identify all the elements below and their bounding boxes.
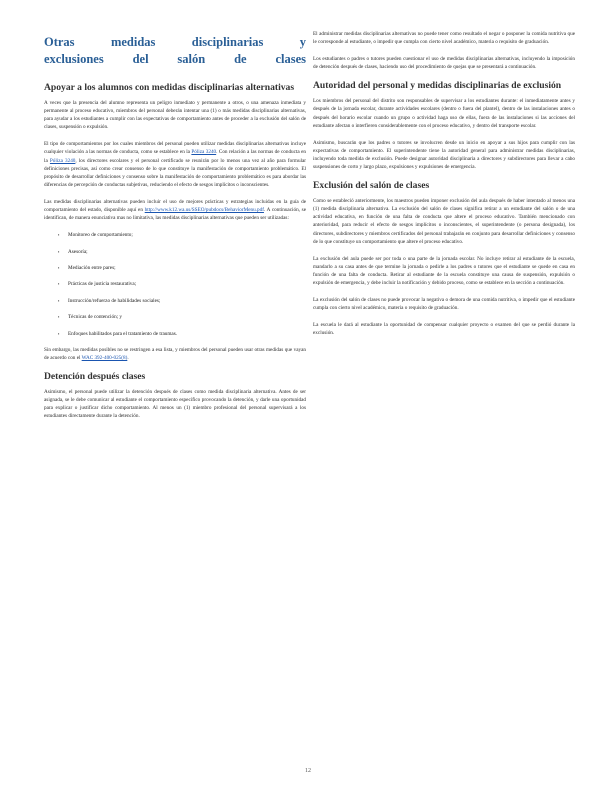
- left-column: [44, 30, 306, 430]
- paragraph: Los miembros del personal del distrito son responsables de supervisar a los estudiantes durante: el inmediatamente antes y después de la jornada escolar, durante actividades escolares (dentro o fuera del plantel), dentro de las instalaciones antes o después del horario escolar cuando un grupo o actividad haga uso de ellas, fuera de las instalaciones si las acciones del estudiante afectan o interfieren considerablemente con el proceso educativo, y dentro del transporte escolar.: [313, 98, 575, 129]
- paragraph: [44, 140, 306, 189]
- paragraph: Los estudiantes o padres o tutores pueden cuestionar el uso de medidas disciplinarias alternativas, incluyendo la imposición de detención después de clases, haciendo uso del procedimiento de quejas que se presentará a continuación.: [313, 56, 575, 71]
- paragraph: La exclusión del aula puede ser por toda o una parte de la jornada escolar. No incluye retirar al estudiante de la escuela, mandarlo a su casa antes de que termine la jornada o pedirle a los padres o tutores que el estudiante se quede en casa en función de una falta de conducta. Retirar al estudiante de la escuela constituye una causa de suspensión, expulsión o expulsión de emergencia, y debe incluir la notificación y debido proceso, como se establece en la sección a continuación.: [313, 255, 575, 286]
- section-heading-detention: Detención después clases: [44, 371, 146, 383]
- list-item: ▪ Instrucción/refuerzo de habilidades sociales;: [58, 297, 306, 305]
- list-item: ▪ Enfoques habilitados para el tratamiento de traumas.: [58, 330, 306, 338]
- page-number: 12: [305, 768, 311, 774]
- paragraph-text: . A continuación, se identifican, de manera enunciativa mas no limitativa, las medidas disciplinarias alternativas que pueden ser utilizadas:: [44, 207, 307, 222]
- paragraph: A veces que la presencia del alumno representa un peligro inmediato y permanente a otros, o una amenaza inmediata y permanente al proceso educativo, miembros del personal deberán intentar una (1) o más medidas disciplinarias alternativas, para ayudar a los estudiantes a cumplir con las expectativas de comportamiento antes de proceder a la exclusión del salón de clases, suspensión o expulsión.: [44, 100, 306, 131]
- alternatives-list: [44, 231, 306, 337]
- paragraph-text: Sin embargo, las medidas posibles no se restringen a esa lista, y miembros del personal pueden usar otras medidas que vayan de acuerdo con el: [44, 346, 306, 362]
- paragraph: El administrar medidas disciplinarias alternativas no puede tener como resultado el negar o posponer la comida nutritiva que le corresponde al estudiante, o impedir que cumpla con cierto nivel académico, materia o requisito de graduación.: [313, 31, 575, 46]
- list-item: ▪ Técnicas de contención; y: [58, 313, 306, 321]
- behavior-menu-link[interactable]: http://www.k12.wa.us/SSEO/pubdocs/BehaviorMenu.pdf: [144, 207, 264, 214]
- paragraph: La exclusión del salón de clases no puede provocar la negativa o demora de una comida nutritiva, o impedir que el estudiante cumpla con cierto nivel académico, materia o requisito de graduación.: [313, 297, 575, 312]
- paragraph: Asimismo, el personal puede utilizar la detención después de clases como medida disciplinaria alternativa. Antes de ser asignada, se le debe comunicar al estudiante el comportamiento específico provocando la detención, y darle una oportunidad para explicar o justificar dicho comportamiento. Al menos un (1) miembro profesional del personal supervisará a los estudiantes directamente durante la detención.: [44, 389, 306, 420]
- paragraph: [44, 346, 306, 362]
- policy-link[interactable]: Póliza 3240: [191, 149, 217, 156]
- wac-link[interactable]: WAC 392-400-025(8): [81, 355, 128, 362]
- paragraph: Como se estableció anteriormente, los maestros pueden imponer exclusión del aula después de haber intentado al menos una (1) medida disciplinaria alternativa. La exclusión del salón de clases significa retirar a un estudiante del salón o de una actividad educativa, en función de una falta de conducta que altere el proceso educativo. También mencionado con anterioridad, para reducir el efecto de sesgos implícitos o inconscientes, el superintendente (o persona designada), los directores, subdirectores y miembros certificados del personal trabajarán en conjunto para desarrollar definiciones y consenso de lo que constituye un comportamiento que altere el proceso educativo.: [313, 198, 575, 245]
- paragraph-text: . Con relación a las normas de conducta en la: [44, 149, 306, 164]
- section-heading-alternatives: Apoyar a los alumnos con medidas disciplinarias alternativas: [44, 82, 295, 93]
- paragraph-text: El tipo de comportamientos por los cuales miembros del personal pueden utilizar medidas disciplinarias alternativas incluye cualquier violación a las normas de conducta, como se establece en la: [44, 141, 306, 156]
- page-title: [44, 34, 306, 68]
- paragraph: [44, 198, 306, 222]
- section-heading-classroom-exclusion: Exclusión del salón de clases: [313, 180, 430, 192]
- list-item: ▪ Monitoreo de comportamiento;: [58, 231, 306, 239]
- paragraph-text: , los directores escolares y el personal certificado se reunirán por lo menos una vez al año para formular definiciones precisas, así como crear consenso de lo que constituye la manifestación de comportamiento problemático. El propósito de desarrollar definiciones y consenso sobre la manifestación de comportamiento problemático es para abordar las diferencias de percepción de conductas subjetivas, reduciendo el efecto de sesgos implícitos o inconscientes.: [44, 157, 307, 188]
- list-item: ▪ Asesoría;: [58, 248, 306, 256]
- page-title-line-1: Otras medidas disciplinarias y: [44, 35, 306, 49]
- paragraph-text: Las medidas disciplinarias alternativas pueden incluir el uso de mejores prácticas y estrategias incluidas en la guía de comportamiento del estado, disponible aquí en: [44, 198, 306, 214]
- paragraph: La escuela le dará al estudiante la oportunidad de compensar cualquier proyecto o examen del que se perdió durante la exclusión.: [313, 322, 575, 337]
- list-item: ▪ Mediación entre pares;: [58, 264, 306, 272]
- paragraph: Asimismo, buscarán que los padres o tutores se involucren desde un inicio en apoyar a sus hijos para cumplir con las expectativas de comportamiento. El superintendente tiene la autoridad general para administrar medidas disciplinarias, incluyendo toda medida de exclusión. Puede designar autoridad disciplinaria a directores y subdirectores para llevar a cabo suspensiones de corto y largo plazo, expulsiones y expulsiones de emergencia.: [313, 139, 575, 171]
- page-title-line-2: exclusiones del salón de clases: [44, 52, 306, 66]
- paragraph-text: .: [127, 355, 129, 362]
- list-item: ▪ Prácticas de justicia restaurativa;: [58, 280, 306, 288]
- section-heading-staff-authority: Autoridad del personal y medidas disciplinarias de exclusión: [313, 80, 562, 92]
- policy-link[interactable]: Póliza 3240: [49, 157, 76, 164]
- right-column: [313, 30, 575, 346]
